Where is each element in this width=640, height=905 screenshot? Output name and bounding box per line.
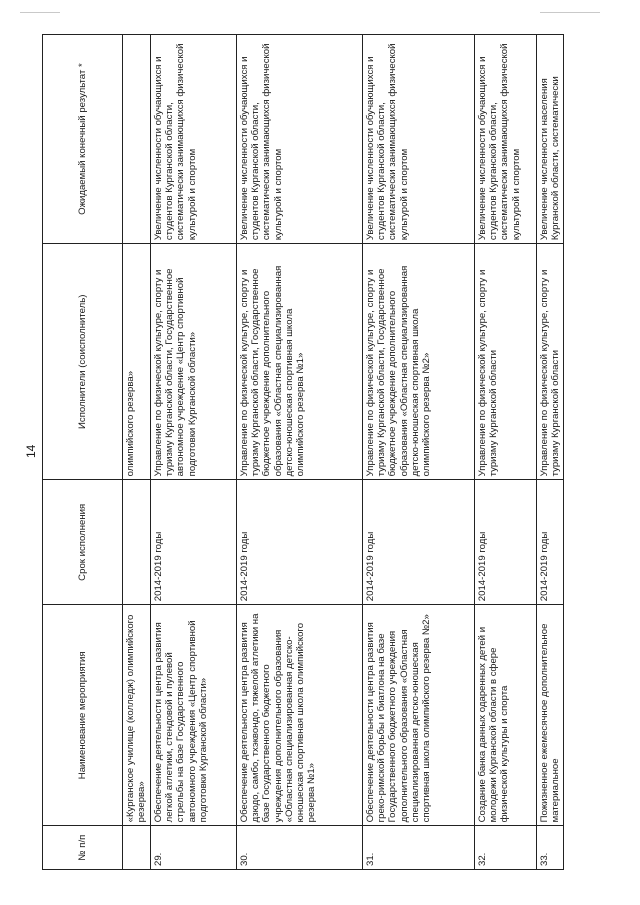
cell-result: Увеличение численности обучающихся и студентов Курганской области, систематически занимающихся физической культурой и спортом	[237, 35, 363, 244]
header-name: Наименование мероприятия	[43, 605, 123, 826]
cell-executors: Управление по физической культуре, спорту и туризму Курганской области	[475, 244, 537, 480]
table-row	[123, 35, 151, 870]
cell-num	[123, 826, 151, 870]
table-header-row	[43, 35, 123, 870]
cell-name: Обеспечение деятельности центра развития легкой атлетики, стендовой и пулевой стрельбы на базе Государственного автономного учреждения «Центр спортивной подготовки Курганской области»	[151, 605, 237, 826]
cell-term: 2014-2019 годы	[537, 480, 564, 605]
cell-name: Обеспечение деятельности центра развития греко-римской борьбы и биатлона на базе Государственного бюджетного учреждения дополнительного образования «Областная специализированная детско-юношеская спортивная школа олимпийского резерва №2»	[363, 605, 475, 826]
cell-result: Увеличение численности обучающихся и студентов Курганской области, систематически занимающихся физической культурой и спортом	[151, 35, 237, 244]
cell-num: 33.	[537, 826, 564, 870]
cell-term: 2014-2019 годы	[237, 480, 363, 605]
activities-table	[42, 34, 564, 870]
cell-term: 2014-2019 годы	[363, 480, 475, 605]
cell-result: Увеличение численности обучающихся и студентов Курганской области, систематически занимающихся физической культурой и спортом	[363, 35, 475, 244]
cell-name: Создание банка данных одаренных детей и молодежи Курганской области в сфере физической культуры и спорта	[475, 605, 537, 826]
page-number: 14	[24, 444, 38, 458]
table-row	[363, 35, 475, 870]
cell-term: 2014-2019 годы	[475, 480, 537, 605]
cell-num: 29.	[151, 826, 237, 870]
cell-num: 31.	[363, 826, 475, 870]
header-executors: Исполнители (соисполнитель)	[43, 244, 123, 480]
cell-term	[123, 480, 151, 605]
cell-name: Пожизненное ежемесячное дополнительное материальное	[537, 605, 564, 826]
header-num: № п/п	[43, 826, 123, 870]
scan-edge-mark-left	[20, 12, 60, 13]
cell-executors: Управление по физической культуре, спорту и туризму Курганской области, Государственное автономное учреждение «Центр спортивной подготовки Курганской области»	[151, 244, 237, 480]
cell-name: «Курганское училище (колледж) олимпийского резерва»	[123, 605, 151, 826]
cell-executors: Управление по физической культуре, спорту и туризму Курганской области, Государственное бюджетное учреждение дополнительного образования «Областная специализированная детско-юношеская спортивная школа олимпийского резерва №1»	[237, 244, 363, 480]
table-row	[537, 35, 564, 870]
cell-name: Обеспечение деятельности центра развития дзюдо, самбо, тхэквондо, тяжелой атлетики на базе Государственного бюджетного учреждения дополнительного образования «Областная специализированная детско-юношеская спортивная школа олимпийского резерва №1»	[237, 605, 363, 826]
cell-executors: Управление по физической культуре, спорту и туризму Курганской области	[537, 244, 564, 480]
table-row	[151, 35, 237, 870]
table-row	[237, 35, 363, 870]
rotated-document	[20, 28, 610, 878]
cell-result	[123, 35, 151, 244]
table-row	[475, 35, 537, 870]
cell-executors: олимпийского резерва»	[123, 244, 151, 480]
cell-result: Увеличение численности населения Курганской области, систематически	[537, 35, 564, 244]
header-result: Ожидаемый конечный результат *	[43, 35, 123, 244]
cell-executors: Управление по физической культуре, спорту и туризму Курганской области, Государственное бюджетное учреждение дополнительного образования «Областная специализированная детско-юношеская спортивная школа олимпийского резерва №2»	[363, 244, 475, 480]
cell-num: 30.	[237, 826, 363, 870]
cell-num: 32.	[475, 826, 537, 870]
cell-result: Увеличение численности обучающихся и студентов Курганской области, систематически занимающихся физической культурой и спортом	[475, 35, 537, 244]
header-term: Срок исполнения	[43, 480, 123, 605]
scan-edge-mark-right	[540, 12, 600, 13]
cell-term: 2014-2019 годы	[151, 480, 237, 605]
